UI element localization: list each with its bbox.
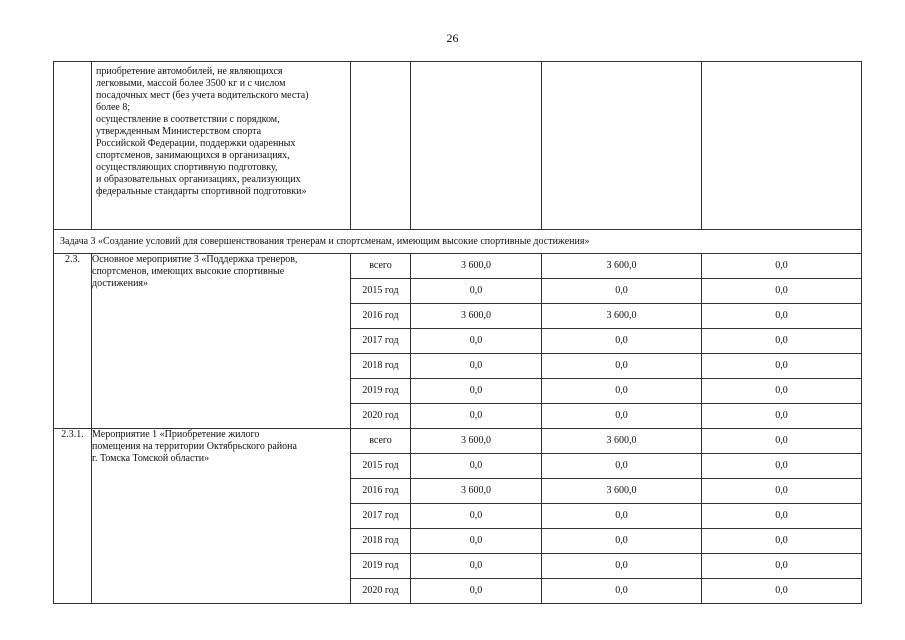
value-cell-3: 0,0	[702, 354, 862, 379]
year-cell: всего	[351, 254, 411, 279]
year-cell: 2016 год	[351, 304, 411, 329]
value-cell-1: 3 600,0	[411, 429, 542, 454]
section-name-line: Мероприятие 1 «Приобретение жилого	[92, 429, 260, 440]
value-cell-1: 0,0	[411, 554, 542, 579]
value-cell-1: 3 600,0	[411, 479, 542, 504]
intro-row	[54, 62, 862, 230]
value-cell-1: 0,0	[411, 404, 542, 429]
value-cell-3: 0,0	[702, 379, 862, 404]
value-cell-3: 0,0	[702, 304, 862, 329]
section-number: 2.3.1.	[54, 429, 92, 604]
value-cell-2: 3 600,0	[542, 304, 702, 329]
intro-line: федеральные стандарты спортивной подготовки»	[96, 186, 307, 197]
value-cell-2: 0,0	[542, 579, 702, 604]
table-row	[54, 429, 862, 454]
value-cell-2: 0,0	[542, 354, 702, 379]
value-cell-2: 0,0	[542, 454, 702, 479]
value-cell-1: 0,0	[411, 529, 542, 554]
value-cell-1: 3 600,0	[411, 304, 542, 329]
year-cell: 2019 год	[351, 379, 411, 404]
value-cell-1: 0,0	[411, 379, 542, 404]
value-cell-1: 0,0	[411, 354, 542, 379]
value-cell-3: 0,0	[702, 504, 862, 529]
year-cell: 2017 год	[351, 329, 411, 354]
year-cell: 2017 год	[351, 504, 411, 529]
year-cell: 2020 год	[351, 579, 411, 604]
section-name-line: спортсменов, имеющих высокие спортивные	[92, 266, 285, 277]
value-cell-2: 3 600,0	[542, 429, 702, 454]
value-cell-3: 0,0	[702, 479, 862, 504]
section-name-line: Основное мероприятие 3 «Поддержка тренеров,	[92, 254, 298, 265]
intro-line: осуществление в соответствии с порядком,	[96, 114, 280, 125]
intro-year-cell	[351, 62, 411, 230]
value-cell-2: 0,0	[542, 504, 702, 529]
value-cell-3: 0,0	[702, 329, 862, 354]
value-cell-2: 3 600,0	[542, 254, 702, 279]
budget-table	[53, 61, 862, 604]
value-cell-2: 0,0	[542, 279, 702, 304]
value-cell-3: 0,0	[702, 579, 862, 604]
section-name-line: г. Томска Томской области»	[92, 453, 210, 464]
section-name	[92, 254, 351, 429]
value-cell-2: 0,0	[542, 554, 702, 579]
value-cell-3: 0,0	[702, 529, 862, 554]
section-number: 2.3.	[54, 254, 92, 429]
intro-line: осуществляющих спортивную подготовку,	[96, 162, 278, 173]
intro-line: Российской Федерации, поддержки одаренных	[96, 138, 296, 149]
value-cell-1: 0,0	[411, 454, 542, 479]
value-cell-1: 0,0	[411, 329, 542, 354]
intro-line: спортсменов, занимающихся в организациях,	[96, 150, 290, 161]
table-row	[54, 254, 862, 279]
value-cell-3: 0,0	[702, 254, 862, 279]
year-cell: 2016 год	[351, 479, 411, 504]
task-title: Задача 3 «Создание условий для совершенствования тренерам и спортсменам, имеющим высокие спортивные достижения»	[54, 230, 862, 254]
year-cell: 2015 год	[351, 279, 411, 304]
year-cell: 2018 год	[351, 529, 411, 554]
task-row	[54, 230, 862, 254]
intro-v2-cell	[542, 62, 702, 230]
intro-num-cell	[54, 62, 92, 230]
intro-line: легковыми, массой более 3500 кг и с числом	[96, 78, 286, 89]
value-cell-2: 0,0	[542, 529, 702, 554]
value-cell-2: 0,0	[542, 404, 702, 429]
value-cell-3: 0,0	[702, 279, 862, 304]
value-cell-1: 0,0	[411, 279, 542, 304]
value-cell-1: 0,0	[411, 504, 542, 529]
section-name	[92, 429, 351, 604]
value-cell-3: 0,0	[702, 454, 862, 479]
value-cell-1: 3 600,0	[411, 254, 542, 279]
year-cell: 2019 год	[351, 554, 411, 579]
intro-v3-cell	[702, 62, 862, 230]
intro-line: приобретение автомобилей, не являющихся	[96, 66, 283, 77]
section-name-line: достижения»	[92, 278, 149, 289]
year-cell: 2015 год	[351, 454, 411, 479]
section-name-line: помещения на территории Октябрьского района	[92, 441, 297, 452]
year-cell: всего	[351, 429, 411, 454]
page-number: 26	[446, 31, 459, 45]
value-cell-3: 0,0	[702, 554, 862, 579]
intro-line: более 8;	[96, 102, 131, 113]
intro-line: и образовательных организациях, реализующих	[96, 174, 301, 185]
intro-line: посадочных мест (без учета водительского места)	[96, 90, 309, 101]
value-cell-2: 3 600,0	[542, 479, 702, 504]
budget-table-body	[54, 62, 862, 604]
value-cell-3: 0,0	[702, 404, 862, 429]
value-cell-1: 0,0	[411, 579, 542, 604]
year-cell: 2018 год	[351, 354, 411, 379]
intro-text-cell	[92, 62, 351, 230]
intro-v1-cell	[411, 62, 542, 230]
year-cell: 2020 год	[351, 404, 411, 429]
value-cell-2: 0,0	[542, 379, 702, 404]
value-cell-2: 0,0	[542, 329, 702, 354]
intro-line: утвержденным Министерством спорта	[96, 126, 262, 137]
value-cell-3: 0,0	[702, 429, 862, 454]
